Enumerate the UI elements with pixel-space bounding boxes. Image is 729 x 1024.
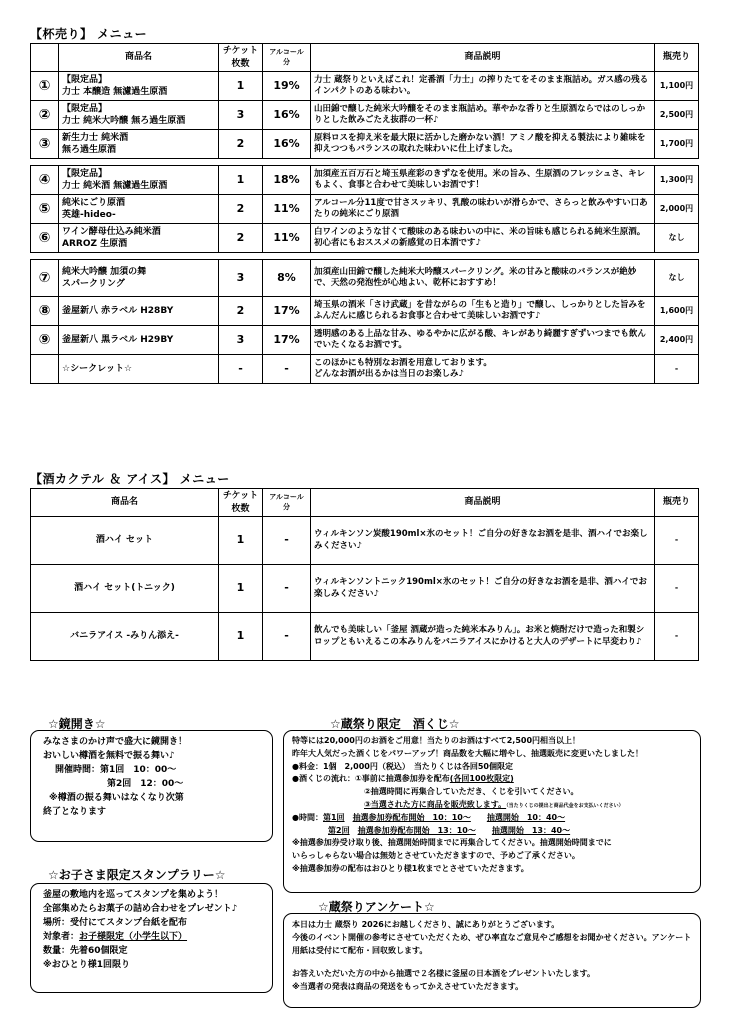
- item-description: 透明感のある上品な甘み、ゆるやかに広がる酸、キレがあり綺麗すぎずいつまでも飲んでいたくなるお酒です。: [311, 326, 655, 355]
- item-bottle-price: 2,000円: [655, 195, 699, 224]
- item-tickets: 3: [219, 101, 263, 130]
- item-description: アルコール分11度で甘さスッキリ、乳酸の味わいが滑らかで、さらっと飲みやすい口あたりの純米にごり原酒: [311, 195, 655, 224]
- item-bottle-price: なし: [655, 224, 699, 253]
- kuji-note: ※抽選参加券受け取り後、抽選開始時間までに再集合してください。抽選開始時間までに: [292, 838, 612, 848]
- item-name: 酒ハイ セット: [31, 517, 219, 565]
- item-tickets: 3: [219, 326, 263, 355]
- item-description: 原料ロスを抑え米を最大限に活かした磨かない酒！アミノ酸を抑える製法により雑味を抑えつつもバランスの取れた味わいに仕上げました。: [311, 130, 655, 159]
- item-description: このほかにも特別なお酒を用意しております。 どんなお酒が出るかは当日のお楽しみ♪: [311, 355, 655, 384]
- item-name: [59, 224, 219, 253]
- header-cell-number: [31, 44, 59, 72]
- item-description: ウィルキンソン炭酸190ml×氷のセット！ご自分の好きなお酒を是非、酒ハイでお楽しみください♪: [311, 517, 655, 565]
- item-bottle-price: なし: [655, 260, 699, 297]
- item-name: [59, 355, 219, 384]
- item-name-line: 英雄-hideo-: [62, 210, 116, 220]
- stamp-line: ※おひとり様1回限り: [43, 959, 131, 970]
- item-name: [59, 260, 219, 297]
- item-bottle-price: 2,400円: [655, 326, 699, 355]
- kagami-title: ☆鏡開き☆: [48, 717, 106, 731]
- item-name-line: 純米にごり原酒: [62, 197, 126, 208]
- item-number: ⑨: [31, 326, 59, 355]
- item-description: 力士 蔵祭りといえばこれ！定番酒「力士」の搾りたてをそのまま瓶詰め。ガス感の残るインパクトのある味わい。: [311, 72, 655, 101]
- header-alcohol: アルコール分: [263, 489, 311, 517]
- item-alcohol: 16%: [263, 130, 311, 159]
- kuji-flow: ②抽選時間に再集合していただき、くじを引いてください。: [364, 787, 579, 797]
- item-name-line: 【限定品】: [62, 103, 108, 114]
- header-description: 商品説明: [311, 489, 655, 517]
- kagami-line: 開催時間：第1回 10：00～: [55, 764, 177, 775]
- item-alcohol: 16%: [263, 101, 311, 130]
- item-name-line: スパークリング: [62, 279, 125, 289]
- kuji-price: ●料金：1個 2,000円（税込） 当たりくじは各回50個限定: [292, 761, 513, 771]
- separator-cell: [31, 159, 699, 166]
- survey-line: ※当選者の発表は商品の発送をもってかえさせていただきます。: [292, 982, 524, 992]
- item-name-line: 無ろ過生原酒: [62, 145, 117, 155]
- kagami-line: 第2回 12：00～: [107, 778, 184, 789]
- item-number: ④: [31, 166, 59, 195]
- item-tickets: 2: [219, 224, 263, 253]
- item-alcohol: 8%: [263, 260, 311, 297]
- item-tickets: 1: [219, 72, 263, 101]
- item-description: 加須産五百万石と埼玉県産彩のきずなを使用。米の旨み、生原酒のフレッシュさ、キレもよく、食事と合わせて美味しいお酒です！: [311, 166, 655, 195]
- kagami-box: [30, 730, 273, 842]
- kuji-title: ☆蔵祭り限定 酒くじ☆: [330, 717, 460, 731]
- header-tickets: チケット 枚数: [219, 489, 263, 517]
- header-tickets: チケット 枚数: [219, 44, 263, 72]
- cocktail-menu-title: 【酒カクテル ＆ アイス】 メニュー: [30, 472, 230, 486]
- kagami-line: 終了となります: [43, 806, 107, 817]
- header-description: 商品説明: [311, 44, 655, 72]
- group-separator: [31, 253, 699, 260]
- kuji-box: [283, 730, 701, 893]
- item-name: [59, 72, 219, 101]
- item-alcohol: -: [263, 565, 311, 613]
- item-name-line: 釜屋新八 黒ラベル H29BY: [62, 334, 174, 345]
- item-number: ③: [31, 130, 59, 159]
- table-row: [31, 130, 699, 159]
- kagami-line: ※樽酒の振る舞いはなくなり次第: [49, 792, 184, 803]
- item-tickets: 2: [219, 130, 263, 159]
- stamp-line: 全部集めたらお菓子の詰め合わせをプレゼント♪: [43, 903, 238, 914]
- item-name-line: 力士 本醸造 無濾過生原酒: [62, 87, 168, 97]
- item-name: 酒ハイ セット(トニック): [31, 565, 219, 613]
- item-name-line: ARROZ 生原酒: [62, 239, 128, 249]
- stamp-target: 対象者：お子様限定（小学生以下）: [43, 931, 188, 942]
- item-name-line: 力士 純米酒 無濾過生原酒: [62, 181, 168, 191]
- item-bottle-price: -: [655, 517, 699, 565]
- item-alcohol: -: [263, 613, 311, 661]
- item-tickets: 1: [219, 565, 263, 613]
- survey-title: ☆蔵祭りアンケート☆: [318, 900, 435, 914]
- header-bottle-price: 瓶売り: [655, 44, 699, 72]
- item-name: [59, 166, 219, 195]
- item-alcohol: 17%: [263, 297, 311, 326]
- item-name-line: 新生力士 純米酒: [62, 132, 129, 143]
- table-row: [31, 195, 699, 224]
- survey-line: 今後のイベント開催の参考にさせていただくため、ぜひ率直なご意見やご感想をお聞かせください。アンケート用紙は受付にて配布・回収致します。: [292, 932, 692, 955]
- kuji-time: ●時間：第1回 抽選参加券配布開始 10：10～ 抽選開始 10：40～: [292, 812, 566, 822]
- item-number: ⑤: [31, 195, 59, 224]
- item-description: 山田錦で醸した純米大吟醸をそのまま瓶詰め。華やかな香りと生原酒ならではのしっかりとした飲みごたえ抜群の一杯♪: [311, 101, 655, 130]
- item-alcohol: 11%: [263, 224, 311, 253]
- stamp-line: 釜屋の敷地内を巡ってスタンプを集めよう！: [43, 890, 224, 900]
- item-name-line: 【限定品】: [62, 74, 108, 85]
- survey-line: [292, 957, 692, 968]
- kagami-line: おいしい樽酒を無料で振る舞い♪: [43, 750, 175, 761]
- kuji-note: ※抽選参加券の配布はおひとり様1枚までとさせていただきます。: [292, 863, 529, 873]
- item-number: ②: [31, 101, 59, 130]
- item-tickets: -: [219, 355, 263, 384]
- table-row: [31, 72, 699, 101]
- header-bottle-price: 瓶売り: [655, 489, 699, 517]
- item-description: 加須産山田錦で醸した純米大吟醸スパークリング。米の甘みと酸味のバランスが絶妙で、天然の発泡性が心地よい、乾杯におすすめ！: [311, 260, 655, 297]
- stamp-line: 場所：受付にてスタンプ台紙を配布: [43, 917, 188, 928]
- item-name-line: 純米大吟醸 加須の舞: [62, 266, 147, 277]
- item-tickets: 1: [219, 166, 263, 195]
- header-product-name: 商品名: [31, 489, 219, 517]
- item-number: ①: [31, 72, 59, 101]
- stamp-title: ☆お子さま限定スタンプラリー☆: [48, 868, 226, 882]
- table-row: [31, 355, 699, 384]
- item-name-line: 釜屋新八 赤ラベル H28BY: [62, 305, 174, 316]
- table-row: [31, 613, 699, 661]
- item-bottle-price: 2,500円: [655, 101, 699, 130]
- item-alcohol: 18%: [263, 166, 311, 195]
- item-tickets: 2: [219, 297, 263, 326]
- item-description: 飲んでも美味しい「釜屋 酒蔵が造った純米本みりん」。お米と焼酎だけで造った和製シロップともいえるこの本みりんをバニラアイスにかけると大人のデザートに早変わり♪: [311, 613, 655, 661]
- kuji-note: いらっしゃらない場合は無効とさせていただきますので、予めご了承ください。: [292, 851, 580, 861]
- item-description: 白ワインのような甘くて酸味のある味わいの中に、米の旨味も感じられる純米生原酒。初心者にもおススメの新感覚の日本酒です♪: [311, 224, 655, 253]
- table-row: [31, 101, 699, 130]
- kuji-flow: ③当選された方に商品を販売致します。（当たりくじの提出と商品代金をお支払いください）: [364, 799, 624, 809]
- survey-line: お答えいただいた方の中から抽選で２名様に釜屋の日本酒をプレゼントいたします。: [292, 969, 596, 979]
- item-tickets: 3: [219, 260, 263, 297]
- item-alcohol: -: [263, 517, 311, 565]
- survey-box: [283, 913, 701, 1008]
- item-alcohol: 17%: [263, 326, 311, 355]
- table-row: [31, 166, 699, 195]
- kuji-intro: 昨年大人気だった酒くじをパワーアップ！商品数を大幅に増やし、抽選販売に変更いたしました！: [292, 748, 644, 758]
- stamp-box: [30, 883, 273, 993]
- item-name-line: 力士 純米大吟醸 無ろ過生原酒: [62, 116, 186, 126]
- header-product-name: 商品名: [59, 44, 219, 72]
- kuji-flow: ●酒くじの流れ：①事前に抽選参加券を配布(各回100枚限定): [292, 774, 514, 784]
- item-alcohol: 11%: [263, 195, 311, 224]
- item-name: [59, 130, 219, 159]
- group-separator: [31, 159, 699, 166]
- item-bottle-price: 1,600円: [655, 297, 699, 326]
- table-row: [31, 326, 699, 355]
- separator-cell: [31, 253, 699, 260]
- item-tickets: 2: [219, 195, 263, 224]
- item-tickets: 1: [219, 613, 263, 661]
- table-row: [31, 297, 699, 326]
- item-name-line: 【限定品】: [62, 168, 108, 179]
- item-name-line: ワイン酵母仕込み純米酒: [62, 226, 161, 237]
- survey-line: 本日は力士 蔵祭り 2026にお越しくださり、誠にありがとうございます。: [292, 920, 560, 929]
- item-number: ⑦: [31, 260, 59, 297]
- item-number: ⑥: [31, 224, 59, 253]
- stamp-line: 数量：先着60個限定: [43, 945, 128, 956]
- item-name-line: ☆シークレット☆: [62, 363, 133, 374]
- table-row: [31, 517, 699, 565]
- table-row: [31, 224, 699, 253]
- item-bottle-price: 1,300円: [655, 166, 699, 195]
- item-bottle-price: -: [655, 565, 699, 613]
- table-row: [31, 565, 699, 613]
- item-name: [59, 195, 219, 224]
- item-bottle-price: -: [655, 613, 699, 661]
- item-description: 埼玉県の酒米「さけ武蔵」を昔ながらの「生もと造り」で醸し、しっかりとした旨みをふんだんに感じられるお食事と合わせて美味しいお酒です♪: [311, 297, 655, 326]
- item-description: ウィルキンソントニック190ml×氷のセット！ご自分の好きなお酒を是非、酒ハイでお楽しみください♪: [311, 565, 655, 613]
- item-number: [31, 355, 59, 384]
- item-bottle-price: -: [655, 355, 699, 384]
- item-bottle-price: 1,100円: [655, 72, 699, 101]
- item-name: [59, 297, 219, 326]
- glass-menu-title: 【杯売り】 メニュー: [30, 27, 148, 41]
- item-number: ⑧: [31, 297, 59, 326]
- header-alcohol: アルコール分: [263, 44, 311, 72]
- item-alcohol: 19%: [263, 72, 311, 101]
- kuji-intro: 特等には20,000円のお酒をご用意！当たりのお酒はすべて2,500円相当以上！: [292, 736, 581, 745]
- item-name: バニラアイス -みりん添え-: [31, 613, 219, 661]
- kagami-line: みなさまのかけ声で盛大に鏡開き！: [43, 737, 188, 747]
- item-tickets: 1: [219, 517, 263, 565]
- cocktail-menu-table: [30, 488, 699, 661]
- item-name: [59, 326, 219, 355]
- glass-menu-table: [30, 43, 699, 384]
- item-bottle-price: 1,700円: [655, 130, 699, 159]
- table-row: [31, 260, 699, 297]
- item-alcohol: -: [263, 355, 311, 384]
- item-name: [59, 101, 219, 130]
- kuji-time: 第2回 抽選参加券配布開始 13：10～ 抽選開始 13：40～: [328, 825, 571, 835]
